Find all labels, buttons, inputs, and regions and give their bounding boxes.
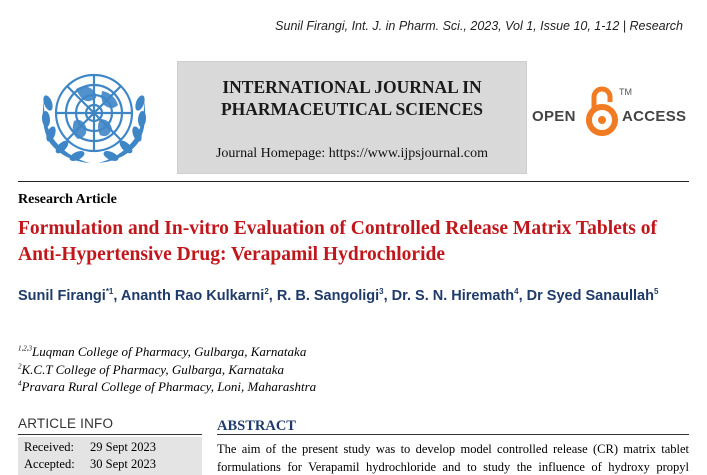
author-name: Sunil Firangi bbox=[18, 288, 106, 304]
affiliation-line bbox=[18, 378, 316, 396]
trademark-label: TM bbox=[619, 87, 632, 97]
author-name: Dr Syed Sanaullah bbox=[526, 288, 654, 304]
abstract-line: The aim of the present study was to develop model controlled release (CR) matrix tablet bbox=[217, 442, 689, 456]
abstract-line: formulations for Verapamil hydrochloride and to study the influence of hydroxy propyl bbox=[217, 459, 689, 474]
open-access-right-word: ACCESS bbox=[622, 108, 687, 125]
received-label: Received: bbox=[24, 440, 74, 454]
article-type: Research Article bbox=[18, 192, 117, 207]
author-list bbox=[18, 287, 688, 306]
author-affiliation-marker: 2 bbox=[264, 287, 269, 297]
affiliation-text: K.C.T College of Pharmacy, Gulbarga, Karnataka bbox=[21, 361, 285, 377]
affiliation-marker: 4 bbox=[18, 379, 22, 388]
accepted-row bbox=[24, 457, 156, 472]
accepted-label: Accepted: bbox=[24, 457, 75, 471]
author-name: Ananth Rao Kulkarni bbox=[120, 288, 265, 304]
running-head: Sunil Firangi, Int. J. in Pharm. Sci., 2023, Vol 1, Issue 10, 1-12 | Research bbox=[275, 19, 683, 33]
affiliation-text: Luqman College of Pharmacy, Gulbarga, Karnataka bbox=[32, 344, 307, 359]
paper-title: Formulation and In-vitro Evaluation of Controlled Release Matrix Tablets of Anti-Hypertensive Drug: Verapamil Hydrochloride bbox=[18, 218, 657, 265]
author-affiliation-marker: 3 bbox=[379, 287, 384, 297]
world-map-wreath-emblem-icon bbox=[24, 61, 164, 173]
journal-header-box bbox=[177, 61, 527, 174]
journal-homepage[interactable]: Journal Homepage: https://www.ijpsjournal.com bbox=[215, 146, 489, 161]
author-separator: , bbox=[383, 288, 392, 304]
open-access-logo bbox=[529, 84, 689, 140]
affiliation-line bbox=[18, 343, 316, 361]
article-info-box bbox=[18, 437, 202, 475]
received-date: 29 Sept 2023 bbox=[90, 440, 156, 454]
affiliation-marker: 1,2,3 bbox=[18, 344, 32, 353]
article-info-rule bbox=[18, 434, 202, 435]
affiliation-marker: 2 bbox=[18, 362, 22, 371]
received-row bbox=[24, 440, 156, 455]
affiliation-line bbox=[18, 361, 316, 379]
accepted-date: 30 Sept 2023 bbox=[90, 457, 156, 471]
author-affiliation-marker: 5 bbox=[653, 287, 659, 297]
author-separator: , bbox=[518, 288, 527, 304]
open-padlock-icon bbox=[584, 84, 620, 138]
open-access-left-word: OPEN bbox=[532, 108, 576, 125]
author-name: R. B. Sangoligi bbox=[276, 288, 380, 304]
author-name: Dr. S. N. Hiremath bbox=[391, 288, 515, 304]
author-separator: , bbox=[268, 288, 277, 304]
abstract-body bbox=[217, 441, 689, 475]
journal-title: INTERNATIONAL JOURNAL IN PHARMACEUTICAL SCIENCES bbox=[220, 77, 484, 119]
affiliation-text: Pravara Rural College of Pharmacy, Loni, Maharashtra bbox=[21, 379, 317, 394]
author-affiliation-marker: *1 bbox=[105, 287, 114, 297]
author-separator: , bbox=[113, 288, 121, 304]
abstract-rule bbox=[217, 434, 689, 435]
author-affiliation-marker: 4 bbox=[514, 287, 519, 297]
affiliation-list bbox=[18, 343, 316, 396]
article-info-heading: ARTICLE INFO bbox=[18, 416, 114, 431]
header-divider bbox=[18, 181, 689, 182]
abstract-heading: ABSTRACT bbox=[217, 418, 296, 434]
